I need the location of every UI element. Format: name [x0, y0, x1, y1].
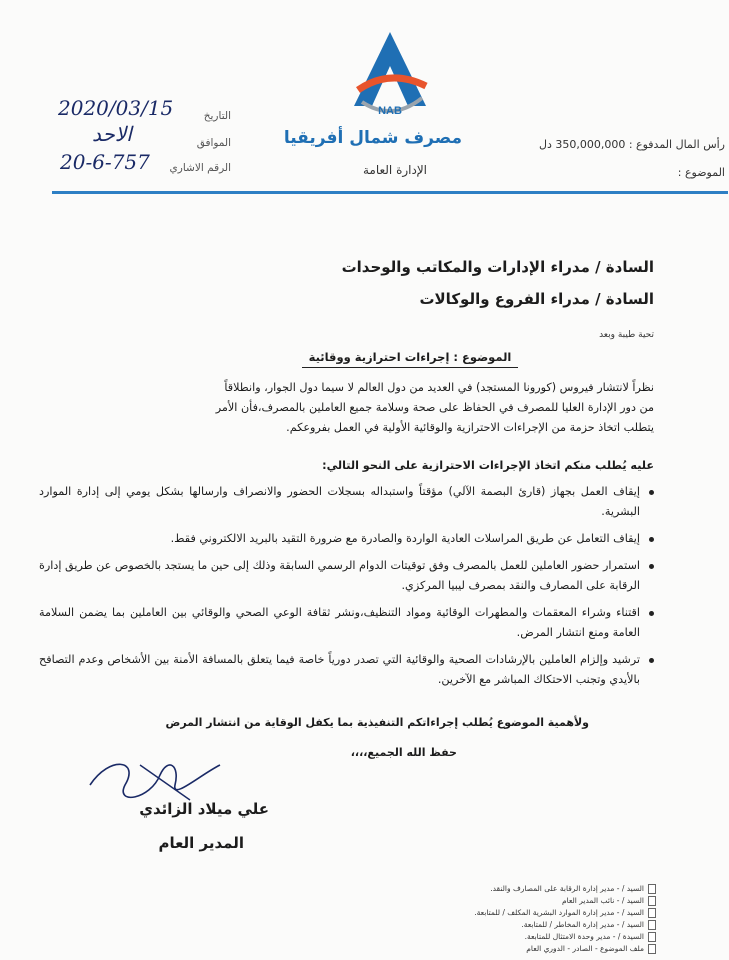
cc-item: [490, 884, 644, 893]
department-name: الإدارة العامة: [362, 163, 428, 177]
measure-text: إيقاف العمل بجهاز (قارئ البصمة الآلي) مؤقتاً واستبداله بسجلات الحضور والانصراف وارسالها بشكل يومي إلى إدارة الموارد البشرية.: [39, 485, 640, 518]
paid-capital: رأس المال المدفوع : 350,000,000 دل: [538, 138, 725, 151]
closing-line: ولأهمية الموضوع يُطلب إجراءاتكم التنفيذية بما يكفل الوقاية من انتشار المرض: [165, 716, 589, 729]
logo-triangle-icon: [330, 28, 450, 138]
signatory-title: المدير العام: [158, 834, 244, 852]
bullet-icon: [649, 490, 654, 495]
cc-text: ملف الموضوع - الصادر - الدوري العام: [526, 944, 644, 953]
cc-text: السيدة / - مدير وحدة الامتثال للمتابعة.: [524, 932, 644, 941]
blessing: حفظ الله الجميع،،،،: [350, 746, 457, 759]
intro-line-3: يتطلب اتخاذ حزمة من الإجراءات الاحترازية والوقائية الأولية في العمل بفروعكم.: [286, 421, 654, 434]
document-icon: [648, 884, 656, 894]
greeting: تحية طيبة وبعد: [599, 330, 654, 340]
list-item: [39, 529, 654, 549]
bullet-icon: [649, 564, 654, 569]
list-item: [39, 482, 654, 522]
measure-text: اقتناء وشراء المعقمات والمطهرات الوقائية ومواد التنظيف،ونشر ثقافة الوعي الصحي والوقائي بين العاملين بما يضمن السلامة العامة ومنع انتشار المرض.: [39, 606, 640, 639]
measure-text: إيقاف التعامل عن طريق المراسلات العادية الواردة والصادرة مع ضرورة التقيد بالبريد الالكتروني فقط.: [170, 532, 640, 545]
date-label: التاريخ: [203, 110, 231, 122]
signatory-name: علي ميلاد الزائدي: [139, 800, 269, 818]
letter-subject: الموضوع : إجراءات احترازية ووقائية: [308, 350, 512, 364]
document-icon: [648, 932, 656, 942]
document-icon: [648, 920, 656, 930]
measure-text: استمرار حضور العاملين للعمل بالمصرف وفق توقيتات الدوام الرسمي السابقة وذلك إلى حين ما يستجد بالخصوص عن طريق إدارة الرقابة على المصارف والنقد بمصرف ليبيا المركزي.: [39, 559, 640, 592]
cc-item: [521, 920, 644, 929]
ref-value: 20-6-757: [60, 150, 150, 174]
day-label: الموافق: [196, 137, 231, 149]
document-icon: [648, 908, 656, 918]
header-divider: [52, 191, 728, 194]
intro-paragraph: [44, 378, 654, 438]
cc-item: [526, 944, 644, 953]
bullet-icon: [649, 537, 654, 542]
cc-item: [525, 932, 644, 941]
cc-text: السيد / - نائب المدير العام: [561, 896, 644, 905]
logo-text: NAB: [378, 105, 402, 117]
request-line: عليه يُطلب منكم اتخاذ الإجراءات الاحترازية على النحو التالي:: [322, 459, 654, 472]
bullet-icon: [649, 658, 654, 663]
day-value: الاحد: [92, 122, 132, 146]
intro-line-1: نظراً لانتشار فيروس (كورونا المستجد) في العديد من دول العالم لا سيما دول الجوار، وانطلاقاً: [224, 381, 654, 394]
cc-text: السيد / - مدير إدارة الموارد البشرية المكلف / للمتابعة.: [474, 908, 644, 917]
cc-text: السيد / - مدير إدارة الرقابة على المصارف والنقد.: [490, 884, 644, 893]
cc-item: [562, 896, 644, 905]
measure-text: ترشيد وإلزام العاملين بالإرشادات الصحية والوقائية التي تصدر دورياً خاصة فيما يتعلق بالمسافة الأمنة بين الأشخاص وعدم التصافح بالأيدي وتجنب الاحتكاك المباشر مع الآخرين.: [39, 653, 640, 686]
addressee-2: السادة / مدراء الفروع والوكالات: [419, 290, 654, 308]
list-item: [39, 603, 654, 643]
cc-item: [474, 908, 644, 917]
bullet-icon: [649, 611, 654, 616]
cc-text: السيد / - مدير إدارة المخاطر / للمتابعة.: [521, 920, 644, 929]
measures-list: [39, 482, 654, 697]
ref-label: الرقم الاشاري: [169, 162, 231, 174]
list-item: [39, 650, 654, 690]
subject-underline: [302, 367, 518, 368]
subject-field-label: الموضوع :: [677, 166, 725, 179]
document-icon: [648, 896, 656, 906]
addressee-1: السادة / مدراء الإدارات والمكاتب والوحدات: [341, 258, 654, 276]
intro-line-2: من دور الإدارة العليا للمصرف في الحفاظ على صحة وسلامة جميع العاملين بالمصرف،فأن الأمر: [215, 401, 654, 414]
document-icon: [648, 944, 656, 954]
list-item: [39, 556, 654, 596]
bank-name: مصرف شمال أفريقيا: [283, 128, 462, 148]
date-value: 2020/03/15: [58, 96, 174, 120]
